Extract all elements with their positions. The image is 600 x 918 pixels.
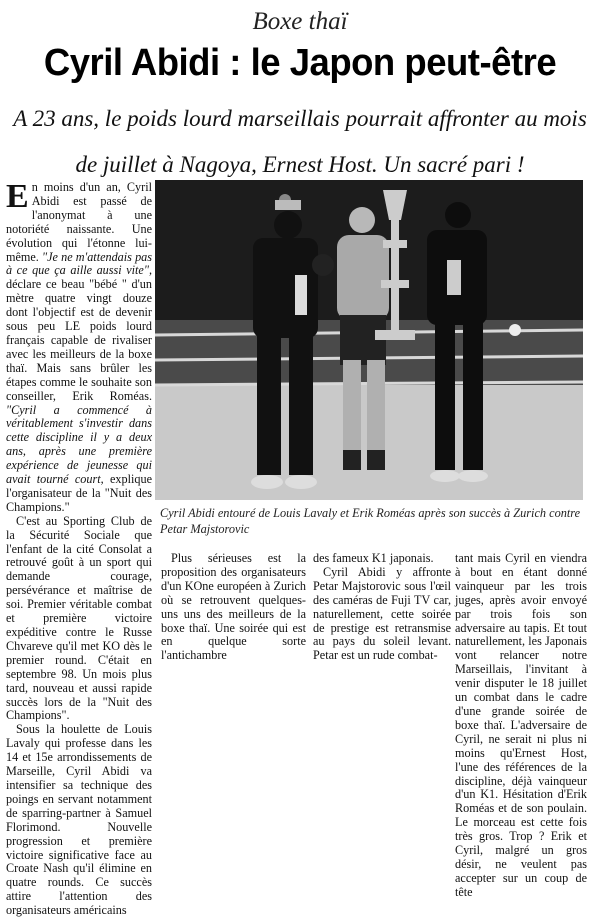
photo-caption: Cyril Abidi entouré de Louis Lavaly et Erik Roméas après son succès à Zurich contre Petar Majstorovic [160, 506, 581, 536]
col1-text: explique l'organisateur de la "Nuit des Champions." [6, 472, 152, 514]
column-4 [455, 552, 587, 900]
col2-paragraph-1: Plus sérieuses est la proposition des organisateurs d'un KOne européen à Zurich où se retrouvent quelques-uns uns des meilleurs de la boxe thaï. Une soirée qui est en quelque sorte l'antichambre [161, 551, 306, 663]
col3-paragraph-2: Cyril Abidi y affronte Petar Majstorovic sous l'œil des caméras de Fuji TV car, naturellement, cette soirée de prestige est retransmise au pays du soleil levant. Petar est un rude combat- [313, 564, 451, 663]
quote: "Je ne m'attendais pas à ce que ça aille aussi vite", [6, 249, 153, 278]
drop-cap: E [6, 178, 29, 215]
boxing-photo [155, 180, 583, 500]
col3-paragraph-1: des fameux K1 japonais. [313, 551, 434, 565]
quote: "Cyril a commencé à véritablement s'investir dans cette discipline il y a deux ans, après une première expérience de jeunesse qui avait tourné court, [6, 402, 152, 487]
col1-text: n moins d'un an, Cyril Abidi est passé de l'anonymat à une notoriété naissante. Une évolution qui l'étonne lui-même. [6, 180, 152, 264]
col1-text: déclare ce beau "bébé " d'un mètre quatre vingt douze dont l'objectif est de devenir sous peu LE poids lourd français capable de rivaliser avec les meilleurs de la boxe thaï. Mais sans brûler les étapes comme le souhaite son conseiller, Erik Roméas. [6, 277, 152, 403]
headline: Cyril Abidi : le Japon peut-être [43, 42, 557, 84]
col1-paragraph-3: Sous la houlette de Louis Lavaly qui professe dans les 14 et 15e arrondissements de Marseille, Cyril Abidi va intensifier sa technique des poings en servant notamment de sparring-partner à Samuel Florimond. Nouvelle progression et première victoire significative face au Croate Nash qu'il élimine en quatre rounds. Ce succès attire l'attention des organisateurs américains [6, 722, 152, 918]
column-3 [313, 552, 451, 663]
column-2 [161, 552, 306, 663]
deck: A 23 ans, le poids lourd marseillais pourrait affronter au mois de juillet à Nagoya, Ernest Host. Un sacré pari ! [13, 106, 587, 177]
boxing-ring-image [155, 180, 583, 500]
col1-paragraph-2: C'est au Sporting Club de la Sécurité Sociale que l'enfant de la cité Consolat a retrouvé goût à un sport qui demande courage, persévérance et maîtrise de soi. Premier véritable combat et première victoire expéditive contre le Russe Chvareve qu'il met KO dès le premier round. C'était en septembre 98. Un mois plus tard, nouveau et aussi rapide succès lors de la "Nuit des Champions". [6, 513, 152, 723]
kicker: Boxe thaï [252, 8, 348, 35]
col4-paragraph-1: tant mais Cyril en viendra à bout en étant donné vainqueur par les trois juges, après avoir envoyé par trois fois son adversaire au tapis. Et tout naturellement, les Japonais vont relancer notre Marseillais, l'invitant à venir disputer le 18 juillet un combat dans le cadre d'une grande soirée de boxe thaï. L'adversaire de Cyril, ne serait ni plus ni moins qu'Ernest Host, l'une des références de la discipline, déjà vainqueur d'un K1. Hésitation d'Erik Roméas et de son poulain. Le morceau est cette fois très gros. Trop ? Erik et Cyril, malgré un gros désir, ne veulent pas accepter sur un coup de tête [455, 551, 587, 899]
column-1 [6, 178, 153, 918]
col1-paragraph-1 [6, 178, 153, 515]
